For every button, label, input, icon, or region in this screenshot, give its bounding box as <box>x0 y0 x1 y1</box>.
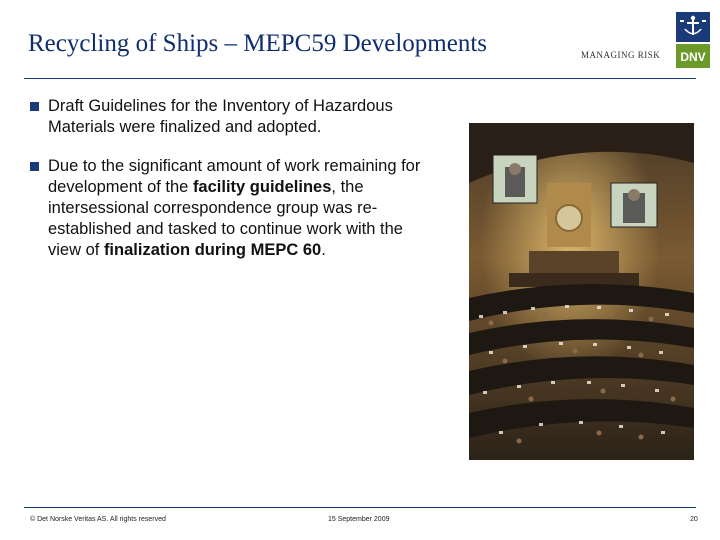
footer-date: 15 September 2009 <box>328 516 390 523</box>
bullet-list <box>28 96 438 279</box>
managing-risk-tagline: MANAGING RISK <box>581 50 661 60</box>
page-number: 20 <box>690 516 698 523</box>
slide-title: Recycling of Ships – MEPC59 Developments <box>28 30 487 57</box>
assembly-hall-photo <box>469 123 694 460</box>
bullet-square-icon <box>30 102 39 111</box>
title-divider <box>24 78 696 79</box>
logo-text: DNV <box>680 50 706 64</box>
bullet-item <box>28 96 438 138</box>
bullet-text: Due to the significant amount of work remaining for development of the facility guidelines, the intersessional correspondence group was re-established and tasked to continue work with the view of finalization during MEPC 60. <box>48 157 421 259</box>
bullet-item <box>28 156 438 261</box>
bullet-square-icon <box>30 162 39 171</box>
dnv-logo <box>676 12 710 68</box>
bullet-text: Draft Guidelines for the Inventory of Hazardous Materials were finalized and adopted. <box>48 97 393 136</box>
footer-copyright: © Det Norske Veritas AS. All rights reserved <box>30 516 166 523</box>
footer-divider <box>24 507 696 508</box>
